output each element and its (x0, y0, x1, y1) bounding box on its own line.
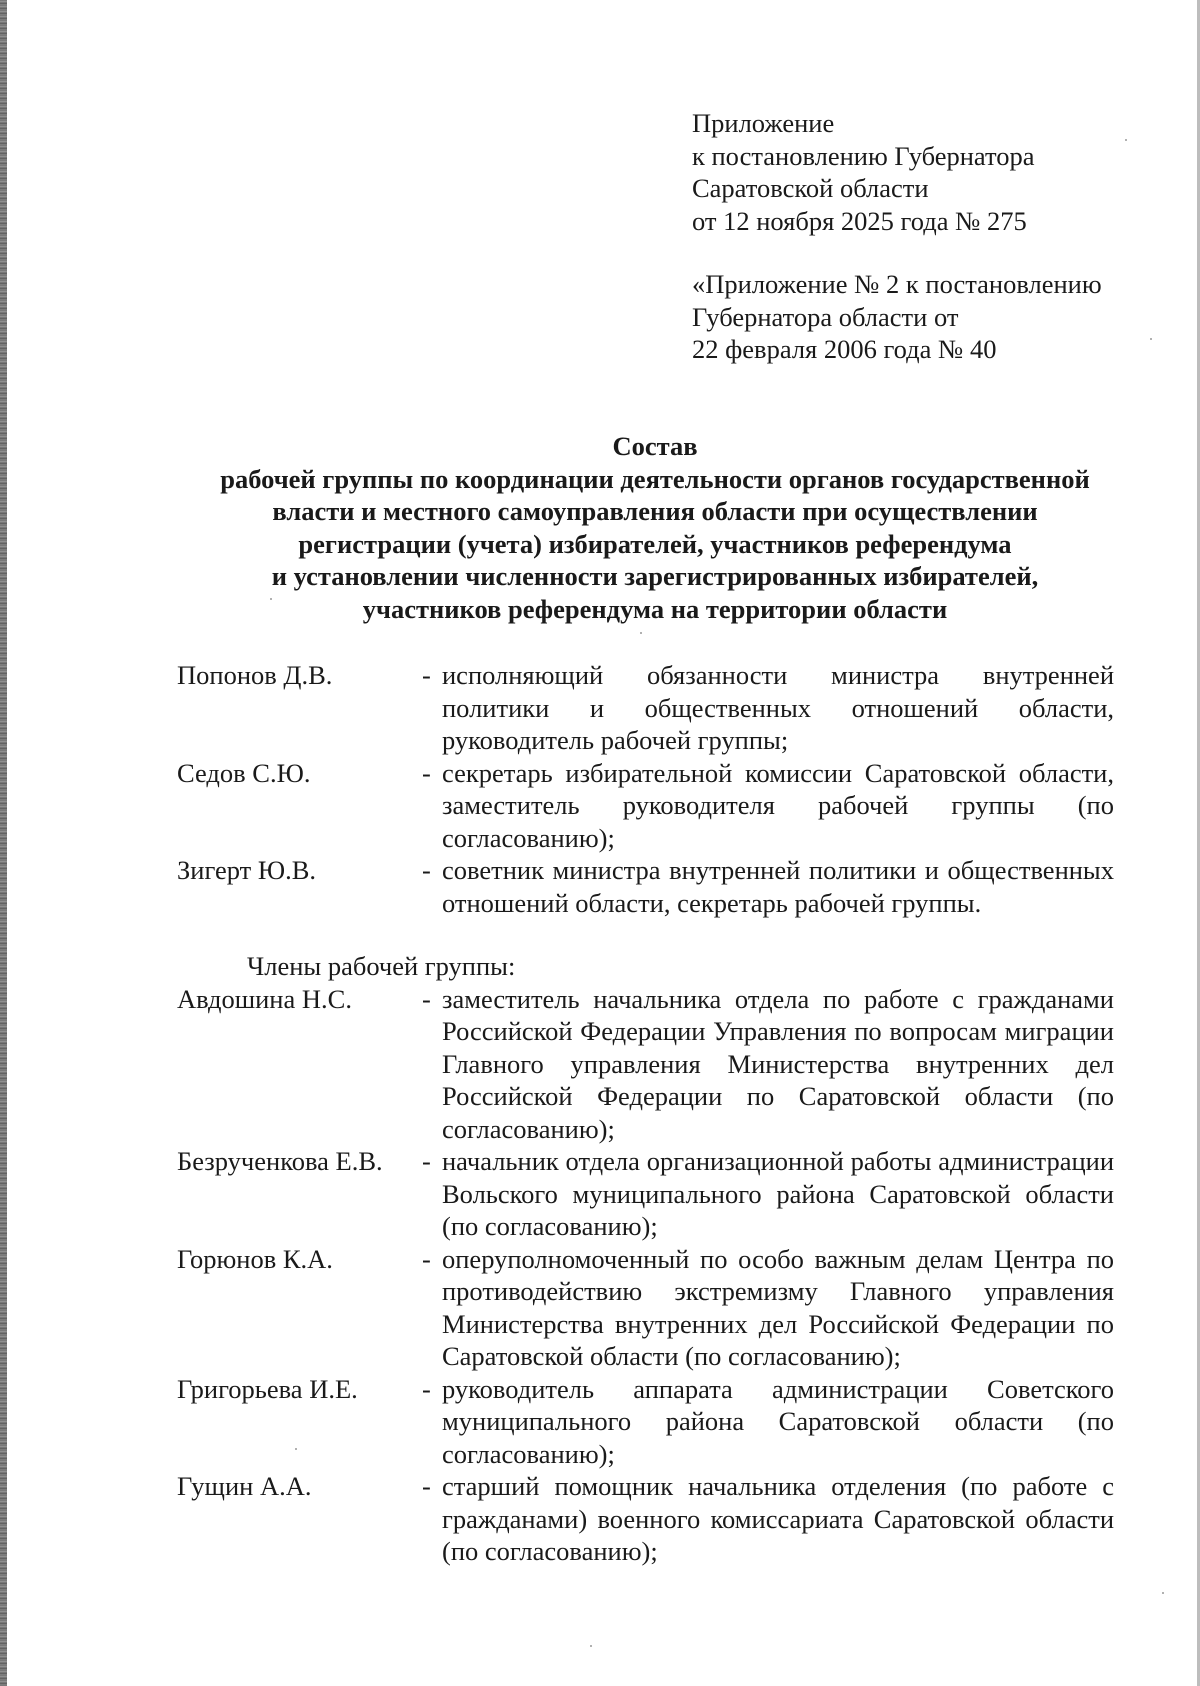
person-role: начальник отдела организационной работы администрации Вольского муниципального района Саратовской области (по согласованию); (442, 1146, 1114, 1241)
person-name: Авдошина Н.С. (177, 983, 352, 1014)
person-name: Безрученкова Е.В. (177, 1146, 383, 1176)
person-role: секретарь избирательной комиссии Саратовской области, заместитель руководителя рабочей группы (по согласованию); (442, 757, 1114, 853)
title-line: власти и местного самоуправления области при осуществлении (272, 496, 1038, 526)
title-line: регистрации (учета) избирателей, участников референдума (298, 528, 1012, 559)
person-name: Зигерт Ю.В. (177, 855, 317, 885)
person-name: Григорьева И.Е. (177, 1373, 358, 1404)
leadership-entry (177, 659, 1117, 757)
prior-annex-line: Губернатора области от (692, 301, 959, 332)
person-role: исполняющий обязанности министра внутренней политики и общественных отношений области, руководитель рабочей группы; (442, 660, 1114, 755)
entry-dash: - (422, 757, 431, 788)
annex-gap (692, 237, 1152, 268)
member-entry (177, 1145, 1117, 1243)
leadership-entry (177, 757, 1117, 855)
entry-dash: - (422, 1471, 431, 1501)
title-line: участников референдума на территории области (362, 593, 948, 624)
scan-edge-left (0, 0, 7, 1686)
annex-line: к постановлению Губернатора (692, 140, 1035, 171)
person-role: руководитель аппарата администрации Советского муниципального района Саратовской области (по согласованию); (442, 1373, 1114, 1469)
scan-speck (640, 632, 642, 634)
entry-dash: - (422, 855, 431, 885)
annex-line: Саратовской области (692, 173, 929, 203)
person-name: Попонов Д.В. (177, 660, 333, 690)
member-entry (177, 1373, 1117, 1471)
document-title (150, 430, 1160, 625)
person-name: Гущин А.А. (177, 1471, 312, 1501)
person-name: Седов С.Ю. (177, 757, 311, 788)
title-line: и установлении численности зарегистрированных избирателей, (271, 561, 1039, 591)
person-name: Горюнов К.А. (177, 1243, 333, 1274)
entry-dash: - (422, 1243, 431, 1274)
member-entry (177, 1243, 1117, 1373)
scan-speck (590, 1645, 592, 1647)
person-role: старший помощник начальника отделения (по работе с гражданами) военного комиссариата Саратовской области (по согласованию); (442, 1471, 1114, 1566)
title-heading: Состав (612, 431, 698, 461)
annex-line: от 12 ноября 2025 года № 275 (692, 205, 1027, 236)
annex-header (692, 107, 1152, 366)
leadership-entry (177, 854, 1117, 919)
composition-list (177, 659, 1117, 1568)
member-entry (177, 983, 1117, 1146)
members-heading: Члены рабочей группы: (247, 951, 516, 981)
annex-line: Приложение (692, 108, 835, 138)
entry-dash: - (422, 983, 431, 1014)
person-role: советник министра внутренней политики и общественных отношений области, секретарь рабочей группы. (442, 855, 1114, 918)
member-entry (177, 1470, 1117, 1568)
title-line: рабочей группы по координации деятельности органов государственной (220, 463, 1090, 494)
prior-annex-line: «Приложение № 2 к постановлению (692, 269, 1102, 299)
entry-dash: - (422, 660, 431, 690)
person-role: заместитель начальника отдела по работе с гражданами Российской Федерации Управления по вопросам миграции Главного управления Министерства внутренних дел Российской Федерации по Саратовской области (по согласованию); (442, 983, 1114, 1144)
person-role: оперуполномоченный по особо важным делам Центра по противодействию экстремизму Главного управления Министерства внутренних дел Российской Федерации по Саратовской области (по согласованию); (442, 1243, 1114, 1371)
prior-annex-line: 22 февраля 2006 года № 40 (692, 334, 997, 364)
scan-speck (1162, 1592, 1164, 1594)
entry-dash: - (422, 1146, 431, 1176)
entry-dash: - (422, 1373, 431, 1404)
